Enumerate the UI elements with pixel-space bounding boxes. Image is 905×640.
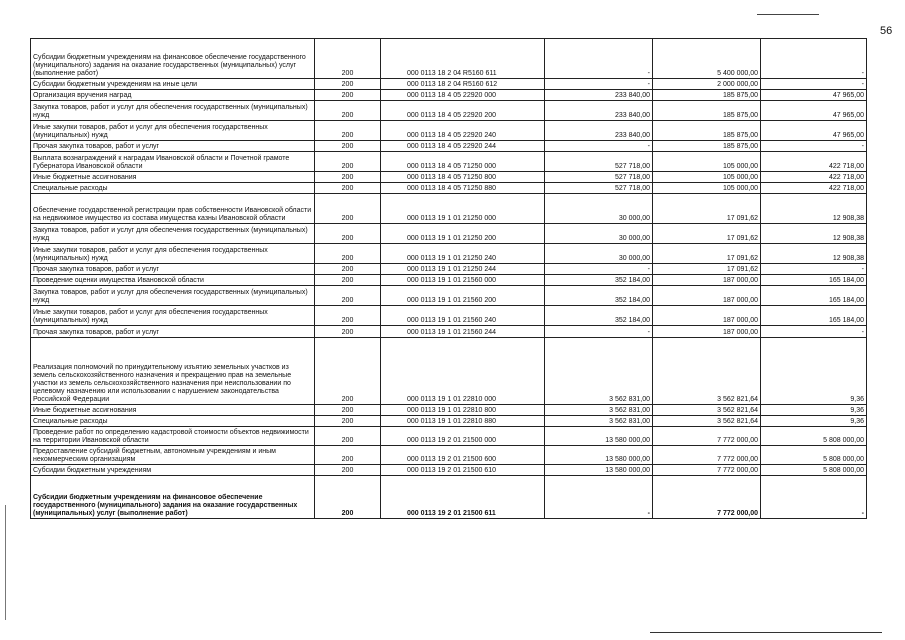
row-value-assigned: - xyxy=(545,264,653,275)
table-row xyxy=(31,79,867,90)
row-value-remaining: 9,36 xyxy=(761,338,867,405)
row-kbk: 000 0113 19 1 01 21560 240 xyxy=(381,306,545,326)
table-row xyxy=(31,306,867,326)
row-kbk: 000 0113 19 1 01 22810 000 xyxy=(381,338,545,405)
row-value-assigned: 233 840,00 xyxy=(545,121,653,141)
row-value-remaining: - xyxy=(761,39,867,79)
row-value-remaining: 12 908,38 xyxy=(761,224,867,244)
row-name: Организация вручения наград xyxy=(31,90,315,101)
row-name: Иные закупки товаров, работ и услуг для обеспечения государственных (муниципальных) нужд xyxy=(31,306,315,326)
row-value-remaining: 165 184,00 xyxy=(761,275,867,286)
row-kbk: 000 0113 19 1 01 21250 200 xyxy=(381,224,545,244)
row-code: 200 xyxy=(315,286,381,306)
row-kbk: 000 0113 19 1 01 22810 800 xyxy=(381,405,545,416)
row-code: 200 xyxy=(315,446,381,465)
row-name: Специальные расходы xyxy=(31,183,315,194)
row-kbk: 000 0113 18 4 05 71250 880 xyxy=(381,183,545,194)
row-kbk: 000 0113 19 1 01 21250 244 xyxy=(381,264,545,275)
row-value-assigned: 352 184,00 xyxy=(545,275,653,286)
row-value-assigned: 30 000,00 xyxy=(545,224,653,244)
row-value-assigned: - xyxy=(545,141,653,152)
row-code: 200 xyxy=(315,275,381,286)
table-row xyxy=(31,183,867,194)
row-value-assigned: 352 184,00 xyxy=(545,286,653,306)
row-code: 200 xyxy=(315,121,381,141)
row-name: Иные закупки товаров, работ и услуг для обеспечения государственных (муниципальных) нужд xyxy=(31,121,315,141)
row-kbk: 000 0113 19 1 01 21560 000 xyxy=(381,275,545,286)
row-value-assigned: 13 580 000,00 xyxy=(545,427,653,446)
row-kbk: 000 0113 19 2 01 21500 600 xyxy=(381,446,545,465)
row-kbk: 000 0113 18 4 05 22920 000 xyxy=(381,90,545,101)
row-value-assigned: - xyxy=(545,79,653,90)
row-code: 200 xyxy=(315,427,381,446)
row-value-remaining: 47 965,00 xyxy=(761,90,867,101)
row-value-remaining: 9,36 xyxy=(761,416,867,427)
row-value-executed: 185 875,00 xyxy=(653,90,761,101)
row-value-executed: 105 000,00 xyxy=(653,172,761,183)
row-value-remaining: 12 908,38 xyxy=(761,194,867,224)
row-value-executed: 187 000,00 xyxy=(653,326,761,338)
table-row xyxy=(31,101,867,121)
row-value-executed: 17 091,62 xyxy=(653,244,761,264)
row-value-executed: 105 000,00 xyxy=(653,152,761,172)
row-value-executed: 5 400 000,00 xyxy=(653,39,761,79)
margin-line xyxy=(5,505,6,620)
row-name: Закупка товаров, работ и услуг для обеспечения государственных (муниципальных) нужд xyxy=(31,286,315,306)
row-code: 200 xyxy=(315,224,381,244)
row-kbk: 000 0113 18 2 04 R5160 611 xyxy=(381,39,545,79)
row-value-assigned: 527 718,00 xyxy=(545,152,653,172)
row-kbk: 000 0113 18 4 05 71250 800 xyxy=(381,172,545,183)
row-name: Закупка товаров, работ и услуг для обеспечения государственных (муниципальных) нужд xyxy=(31,101,315,121)
row-value-executed: 2 000 000,00 xyxy=(653,79,761,90)
row-code: 200 xyxy=(315,306,381,326)
table-row xyxy=(31,264,867,275)
footer-rule xyxy=(650,632,882,633)
row-value-assigned: 527 718,00 xyxy=(545,183,653,194)
row-code: 200 xyxy=(315,326,381,338)
table-row xyxy=(31,427,867,446)
row-value-assigned: 13 580 000,00 xyxy=(545,446,653,465)
row-kbk: 000 0113 19 2 01 21500 610 xyxy=(381,465,545,476)
row-code: 200 xyxy=(315,172,381,183)
table-row xyxy=(31,141,867,152)
row-value-executed: 17 091,62 xyxy=(653,194,761,224)
row-value-remaining: 47 965,00 xyxy=(761,101,867,121)
row-name: Субсидии бюджетным учреждениям на финансовое обеспечение государственного (муниципального) задания на оказание государственных (муниципальных) услуг (выполнение работ) xyxy=(31,39,315,79)
row-code: 200 xyxy=(315,39,381,79)
row-name: Субсидии бюджетным учреждениям на иные цели xyxy=(31,79,315,90)
row-name: Проведение оценки имущества Ивановской области xyxy=(31,275,315,286)
row-kbk: 000 0113 18 4 05 22920 200 xyxy=(381,101,545,121)
row-kbk: 000 0113 19 1 01 21560 200 xyxy=(381,286,545,306)
row-name: Прочая закупка товаров, работ и услуг xyxy=(31,141,315,152)
row-kbk: 000 0113 19 1 01 21250 240 xyxy=(381,244,545,264)
table-row xyxy=(31,244,867,264)
row-value-assigned: 30 000,00 xyxy=(545,244,653,264)
table-row xyxy=(31,476,867,519)
row-kbk: 000 0113 18 4 05 22920 240 xyxy=(381,121,545,141)
row-value-executed: 7 772 000,00 xyxy=(653,446,761,465)
row-kbk: 000 0113 19 2 01 21500 611 xyxy=(381,476,545,519)
row-value-remaining: 165 184,00 xyxy=(761,286,867,306)
table-body xyxy=(31,39,867,519)
row-kbk: 000 0113 18 4 05 22920 244 xyxy=(381,141,545,152)
row-value-assigned: 352 184,00 xyxy=(545,306,653,326)
table-row xyxy=(31,338,867,405)
row-value-assigned: - xyxy=(545,39,653,79)
table-row xyxy=(31,275,867,286)
row-name: Выплата вознаграждений к наградам Ивановской области и Почетной грамоте Губернатора Ивановской области xyxy=(31,152,315,172)
row-code: 200 xyxy=(315,338,381,405)
row-kbk: 000 0113 18 2 04 R5160 612 xyxy=(381,79,545,90)
row-value-executed: 105 000,00 xyxy=(653,183,761,194)
row-value-remaining: - xyxy=(761,264,867,275)
row-value-executed: 7 772 000,00 xyxy=(653,465,761,476)
row-code: 200 xyxy=(315,194,381,224)
row-kbk: 000 0113 19 1 01 21250 000 xyxy=(381,194,545,224)
row-value-executed: 185 875,00 xyxy=(653,101,761,121)
table-row xyxy=(31,446,867,465)
row-value-assigned: 233 840,00 xyxy=(545,90,653,101)
table-row xyxy=(31,121,867,141)
row-value-executed: 17 091,62 xyxy=(653,264,761,275)
row-value-assigned: 3 562 831,00 xyxy=(545,405,653,416)
budget-execution-table xyxy=(30,38,867,519)
row-value-remaining: 12 908,38 xyxy=(761,244,867,264)
row-value-executed: 3 562 821,64 xyxy=(653,405,761,416)
row-name: Обеспечение государственной регистрации прав собственности Ивановской области на недвижимое имущество из состава имущества казны Ивановской области xyxy=(31,194,315,224)
row-code: 200 xyxy=(315,416,381,427)
row-code: 200 xyxy=(315,476,381,519)
header-rule xyxy=(757,14,819,15)
row-kbk: 000 0113 19 1 01 21560 244 xyxy=(381,326,545,338)
row-value-assigned: 30 000,00 xyxy=(545,194,653,224)
row-code: 200 xyxy=(315,264,381,275)
table-row xyxy=(31,172,867,183)
row-name: Закупка товаров, работ и услуг для обеспечения государственных (муниципальных) нужд xyxy=(31,224,315,244)
row-value-executed: 187 000,00 xyxy=(653,286,761,306)
row-code: 200 xyxy=(315,183,381,194)
row-value-remaining: - xyxy=(761,326,867,338)
row-value-executed: 185 875,00 xyxy=(653,141,761,152)
row-kbk: 000 0113 19 1 01 22810 880 xyxy=(381,416,545,427)
row-name: Реализация полномочий по принудительному изъятию земельных участков из земель сельскохозяйственного назначения и прекращению прав на земельные участки из земель сельскохозяйственного назначения при неиспользовании по целевому назначению или использовании с нарушением законодательства Российской Федерации xyxy=(31,338,315,405)
row-code: 200 xyxy=(315,141,381,152)
row-value-remaining: 5 808 000,00 xyxy=(761,446,867,465)
row-value-executed: 3 562 821,64 xyxy=(653,338,761,405)
row-name: Иные бюджетные ассигнования xyxy=(31,405,315,416)
row-value-remaining: 47 965,00 xyxy=(761,121,867,141)
row-name: Специальные расходы xyxy=(31,416,315,427)
row-name: Предоставление субсидий бюджетным, автономным учреждениям и иным некоммерческим организациям xyxy=(31,446,315,465)
row-code: 200 xyxy=(315,101,381,121)
table-row xyxy=(31,405,867,416)
table-row xyxy=(31,39,867,79)
table-row xyxy=(31,224,867,244)
row-value-remaining: 5 808 000,00 xyxy=(761,427,867,446)
table-row xyxy=(31,326,867,338)
row-kbk: 000 0113 18 4 05 71250 000 xyxy=(381,152,545,172)
row-name: Проведение работ по определению кадастровой стоимости объектов недвижимости на территории Ивановской области xyxy=(31,427,315,446)
row-code: 200 xyxy=(315,244,381,264)
row-value-remaining: - xyxy=(761,476,867,519)
table-row xyxy=(31,152,867,172)
table-row xyxy=(31,416,867,427)
row-value-assigned: 13 580 000,00 xyxy=(545,465,653,476)
page-number: 56 xyxy=(880,25,893,37)
row-code: 200 xyxy=(315,465,381,476)
row-code: 200 xyxy=(315,79,381,90)
row-value-executed: 7 772 000,00 xyxy=(653,476,761,519)
table-row xyxy=(31,465,867,476)
row-value-remaining: 165 184,00 xyxy=(761,306,867,326)
row-code: 200 xyxy=(315,152,381,172)
row-code: 200 xyxy=(315,90,381,101)
row-kbk: 000 0113 19 2 01 21500 000 xyxy=(381,427,545,446)
row-name: Субсидии бюджетным учреждениям на финансовое обеспечение государственного (муниципального) задания на оказание государственных (муниципальных) услуг (выполнение работ) xyxy=(31,476,315,519)
row-name: Прочая закупка товаров, работ и услуг xyxy=(31,264,315,275)
row-value-executed: 3 562 821,64 xyxy=(653,416,761,427)
row-value-remaining: 422 718,00 xyxy=(761,183,867,194)
row-value-executed: 17 091,62 xyxy=(653,224,761,244)
table-row xyxy=(31,286,867,306)
row-value-assigned: 3 562 831,00 xyxy=(545,416,653,427)
row-value-remaining: 9,36 xyxy=(761,405,867,416)
row-value-remaining: 422 718,00 xyxy=(761,172,867,183)
row-value-executed: 185 875,00 xyxy=(653,121,761,141)
row-value-assigned: 233 840,00 xyxy=(545,101,653,121)
row-value-remaining: - xyxy=(761,141,867,152)
row-value-assigned: 527 718,00 xyxy=(545,172,653,183)
row-value-assigned: - xyxy=(545,476,653,519)
row-name: Субсидии бюджетным учреждениям xyxy=(31,465,315,476)
table-row xyxy=(31,90,867,101)
row-value-remaining: - xyxy=(761,79,867,90)
row-value-executed: 7 772 000,00 xyxy=(653,427,761,446)
row-name: Иные бюджетные ассигнования xyxy=(31,172,315,183)
row-name: Прочая закупка товаров, работ и услуг xyxy=(31,326,315,338)
row-value-assigned: 3 562 831,00 xyxy=(545,338,653,405)
table-row xyxy=(31,194,867,224)
row-value-executed: 187 000,00 xyxy=(653,275,761,286)
row-value-remaining: 422 718,00 xyxy=(761,152,867,172)
row-value-executed: 187 000,00 xyxy=(653,306,761,326)
row-value-remaining: 5 808 000,00 xyxy=(761,465,867,476)
row-code: 200 xyxy=(315,405,381,416)
row-name: Иные закупки товаров, работ и услуг для обеспечения государственных (муниципальных) нужд xyxy=(31,244,315,264)
row-value-assigned: - xyxy=(545,326,653,338)
